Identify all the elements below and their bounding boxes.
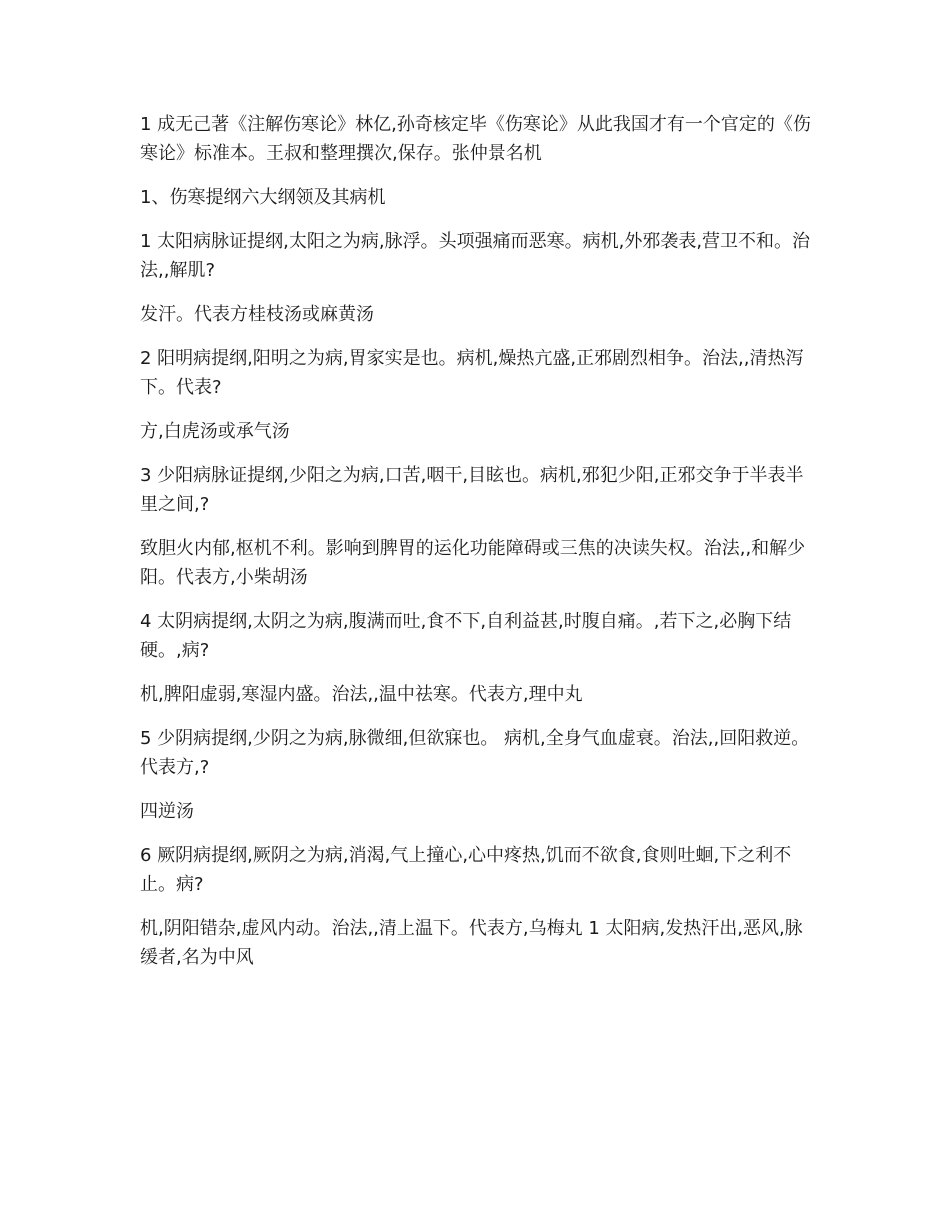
paragraph-13: 6 厥阴病提纲,厥阴之为病,消渴,气上撞心,心中疼热,饥而不欲食,食则吐蛔,下之利不止。病? (140, 845, 792, 895)
paragraph-7: 3 少阳病脉证提纲,少阳之为病,口苦,咽干,目眩也。病机,邪犯少阳,正邪交争于半表半里之间,? (140, 465, 804, 515)
paragraph-8: 致胆火内郁,枢机不利。影响到脾胃的运化功能障碍或三焦的决读失权。治法,,和解少阳。代表方,小柴胡汤 (140, 538, 806, 588)
paragraph-5: 2 阳明病提纲,阳明之为病,胃家实是也。病机,燥热亢盛,正邪剧烈相争。治法,,清热泻下。代表? (140, 348, 804, 398)
paragraph-12: 四逆汤 (140, 801, 194, 822)
document-body (140, 110, 820, 987)
paragraph-10: 机,脾阳虚弱,寒湿内盛。治法,,温中祛寒。代表方,理中丸 (140, 684, 583, 705)
paragraph-3: 1 太阳病脉证提纲,太阳之为病,脉浮。头项强痛而恶寒。病机,外邪袭表,营卫不和。治法,,解肌? (140, 231, 811, 281)
paragraph-4: 发汗。代表方桂枝汤或麻黄汤 (140, 304, 374, 325)
paragraph-6: 方,白虎汤或承气汤 (140, 421, 290, 442)
paragraph-9: 4 太阴病提纲,太阴之为病,腹满而吐,食不下,自利益甚,时腹自痛。,若下之,必胸下结硬。,病? (140, 611, 792, 661)
paragraph-2: 1、伤寒提纲六大纲领及其病机 (140, 187, 386, 208)
paragraph-11: 5 少阴病提纲,少阴之为病,脉微细,但欲寐也。 病机,全身气血虚衰。治法,,回阳救逆。代表方,? (140, 728, 810, 778)
paragraph-1: 1 成无己著《注解伤寒论》林亿,孙奇核定毕《伤寒论》从此我国才有一个官定的《伤寒论》标准本。王叔和整理撰次,保存。张仲景名机 (140, 114, 811, 164)
paragraph-14: 机,阴阳错杂,虚风内动。治法,,清上温下。代表方,乌梅丸 1 太阳病,发热汗出,恶风,脉缓者,名为中风 (140, 918, 803, 968)
